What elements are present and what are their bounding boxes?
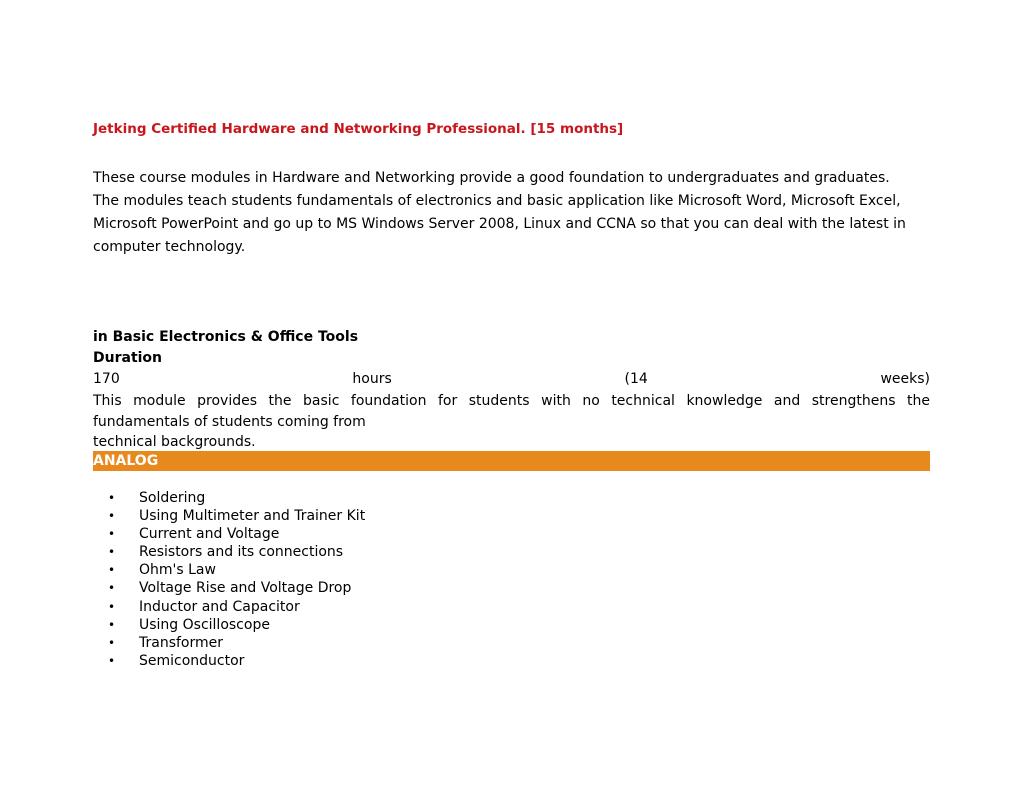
list-item — [93, 634, 365, 652]
bullet-icon: • — [108, 581, 116, 596]
topic-label: Current and Voltage — [139, 526, 280, 543]
list-item — [93, 579, 365, 597]
intro-line: computer technology. — [93, 239, 246, 255]
description-line: fundamentals of students coming from — [93, 413, 366, 430]
list-item — [93, 598, 365, 616]
bullet-icon: • — [108, 509, 116, 524]
section-band-analog: ANALOG — [93, 451, 930, 471]
topic-label: Ohm's Law — [139, 562, 216, 579]
topic-label: Using Multimeter and Trainer Kit — [139, 508, 366, 525]
list-item — [93, 561, 365, 579]
list-item — [93, 652, 365, 670]
duration-weeks-number: (14 — [624, 371, 648, 387]
list-item — [93, 525, 365, 543]
course-title: Jetking Certified Hardware and Networking Professional. [15 months] — [93, 121, 624, 137]
intro-line: Microsoft PowerPoint and go up to MS Windows Server 2008, Linux and CCNA so that you can deal with the latest in — [93, 216, 906, 232]
bullet-icon: • — [108, 545, 116, 560]
bullet-icon: • — [108, 563, 116, 578]
duration-hours-number: 170 — [93, 371, 120, 387]
duration-label: Duration — [93, 350, 163, 366]
topic-list — [93, 489, 365, 670]
topic-label: Semiconductor — [139, 652, 245, 669]
topic-label: Voltage Rise and Voltage Drop — [139, 580, 352, 597]
duration-value — [93, 371, 930, 387]
bullet-icon: • — [108, 653, 116, 668]
list-item — [93, 489, 365, 507]
duration-weeks-unit: weeks) — [880, 371, 930, 387]
bullet-icon: • — [108, 635, 116, 650]
topic-label: Transformer — [139, 634, 224, 651]
list-item — [93, 507, 365, 525]
list-item — [93, 616, 365, 634]
topic-label: Inductor and Capacitor — [139, 598, 300, 615]
bullet-icon: • — [108, 491, 116, 505]
topic-label: Soldering — [139, 490, 206, 506]
list-item — [93, 543, 365, 561]
description-line: This module provides the basic foundation for students with no technical knowledge and strengthens the — [93, 393, 930, 409]
intro-line: The modules teach students fundamentals of electronics and basic application like Microsoft Word, Microsoft Excel, — [93, 193, 901, 209]
topic-label: Using Oscilloscope — [139, 616, 270, 633]
description-line: technical backgrounds. — [93, 434, 256, 450]
topic-label: Resistors and its connections — [139, 544, 344, 561]
duration-hours-unit: hours — [352, 371, 392, 387]
bullet-icon: • — [108, 617, 116, 632]
module-heading: in Basic Electronics & Office Tools — [93, 329, 359, 345]
course-intro — [93, 167, 930, 259]
bullet-icon: • — [108, 527, 116, 542]
module-description — [93, 391, 930, 453]
bullet-icon: • — [108, 599, 116, 614]
intro-line: These course modules in Hardware and Networking provide a good foundation to undergraduates and graduates. — [93, 170, 890, 186]
